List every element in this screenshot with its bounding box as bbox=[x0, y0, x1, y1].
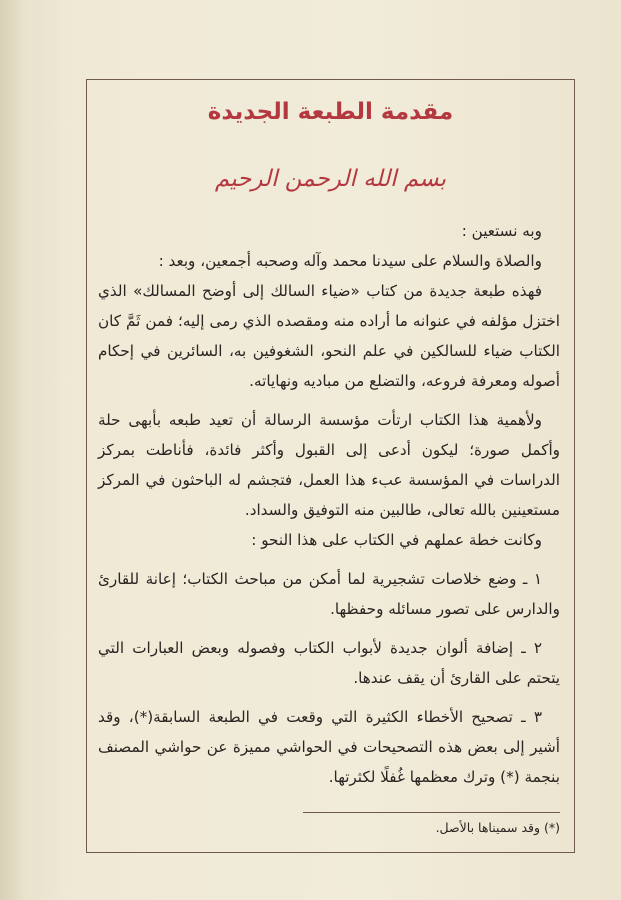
page-gutter-shadow bbox=[0, 0, 24, 900]
footnote: (*) وقد سميناها بالأصل. bbox=[435, 820, 560, 835]
paragraph-edition-purpose: ولأهمية هذا الكتاب ارتأت مؤسسة الرسالة أن تعيد طبعه بأبهى حلة وأكمل صورة؛ ليكون أدعى إلى القبول وأكثر فائدة، فأناطت بمركز الدراسات في المؤسسة عبء هذا العمل، فتجشم له الباحثون في المركز مستعينين بالله تعالى، طالبين منه التوفيق والسداد. bbox=[98, 411, 560, 519]
list-item-summaries: ١ ـ وضع خلاصات تشجيرية لما أمكن من مباحث الكتاب؛ إعانة للقارئ والدارس على تصور مسائله وحفظها. bbox=[98, 570, 560, 618]
paragraph-invocation: وبه نستعين : bbox=[461, 222, 542, 240]
page-title: مقدمة الطبعة الجديدة bbox=[207, 99, 454, 125]
list-item-corrections: ٣ ـ تصحيح الأخطاء الكثيرة التي وقعت في الطبعة السابقة(*)، وقد أشير إلى بعض هذه التصحيحات في الحواشي مميزة عن حواشي المصنف بنجمة (*) وترك معظمها غُفلًا لكثرتها. bbox=[98, 708, 560, 786]
paragraph-work-plan: وكانت خطة عملهم في الكتاب على هذا النحو : bbox=[251, 531, 542, 549]
basmala-heading: بسم الله الرحمن الرحيم bbox=[214, 166, 447, 192]
introduction-body bbox=[98, 216, 560, 792]
paragraph-salutation: والصلاة والسلام على سيدنا محمد وآله وصحبه أجمعين، وبعد : bbox=[158, 252, 542, 270]
footnote-divider bbox=[303, 812, 560, 813]
paragraph-book-intro: فهذه طبعة جديدة من كتاب «ضياء السالك إلى أوضح المسالك» الذي اختزل مؤلفه في عنوانه ما أراده منه ومقصده الذي رمى إليه؛ فمن ثَمَّ كان الكتاب ضياء للسالكين في علم النحو، الشغوفين به، السائرين في إحكام أصوله ومعرفة فروعه، والتضلع من مباديه ونهاياته. bbox=[98, 282, 560, 390]
list-item-colors: ٢ ـ إضافة ألوان جديدة لأبواب الكتاب وفصوله وبعض العبارات التي يتحتم على القارئ أن يقف عندها. bbox=[98, 639, 560, 687]
